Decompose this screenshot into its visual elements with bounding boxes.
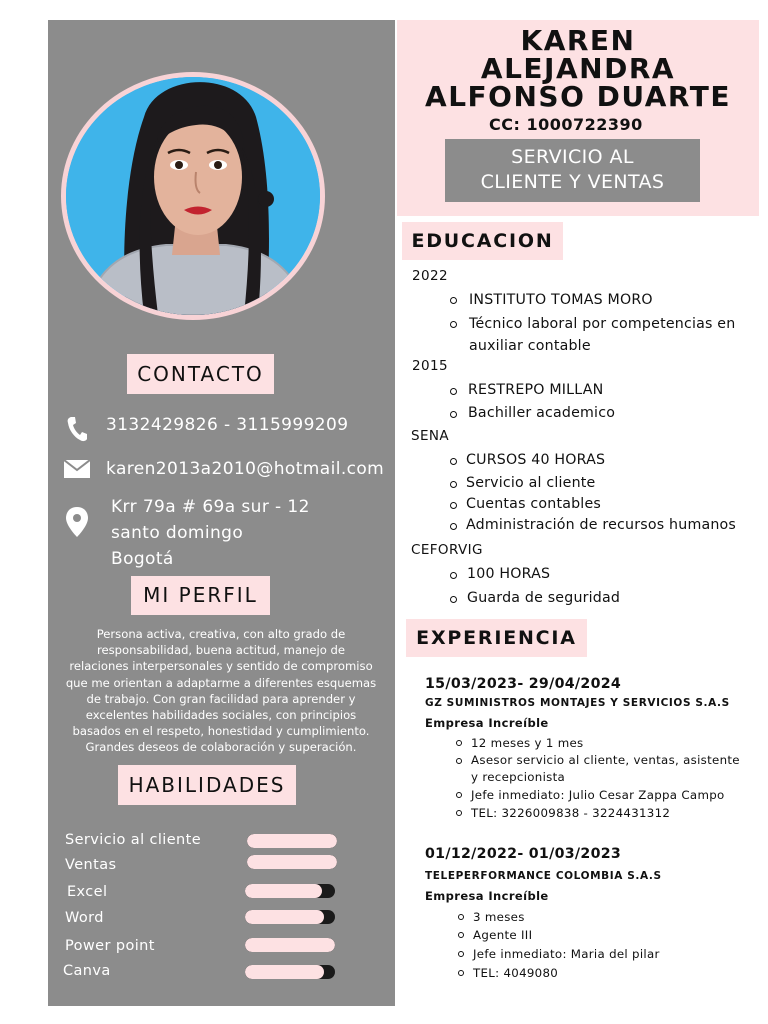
skill-name: Ventas <box>65 857 117 873</box>
skill-name: Excel <box>67 884 108 900</box>
profile-heading: MI PERFIL <box>131 576 270 615</box>
education-item: 100 HORAS <box>467 566 551 582</box>
education-heading: EDUCACION <box>402 222 563 260</box>
address-line: Bogotá <box>111 549 174 569</box>
bullet <box>450 388 457 395</box>
skill-bar <box>245 884 335 898</box>
profile-paragraph <box>52 626 390 756</box>
skill-bar <box>247 834 337 848</box>
education-item: CURSOS 40 HORAS <box>466 452 606 468</box>
skill-bar-fill <box>245 910 324 924</box>
job-title <box>445 139 700 202</box>
bullet <box>456 810 462 816</box>
education-item: Bachiller academico <box>468 405 616 421</box>
education-item: INSTITUTO TOMAS MORO <box>469 292 653 308</box>
skill-name: Servicio al cliente <box>65 832 202 848</box>
bullet <box>456 758 462 764</box>
job-detail: Jefe inmediato: Maria del pilar <box>473 947 660 961</box>
skill-bar <box>247 855 337 869</box>
education-group-head: CEFORVIG <box>411 542 483 558</box>
education-item: Administración de recursos humanos <box>466 517 737 533</box>
profile-line: Grandes deseos de colaboración y superación. <box>85 740 357 755</box>
job-detail: y recepcionista <box>471 770 566 784</box>
contact-heading: CONTACTO <box>127 354 274 394</box>
experience-heading: EXPERIENCIA <box>406 619 587 657</box>
full-name-middle: ALEJANDRA <box>480 52 676 85</box>
skill-bar <box>245 965 335 979</box>
bullet <box>458 970 464 976</box>
email-address: karen2013a2010@hotmail.com <box>106 459 385 479</box>
location-pin-icon <box>66 507 88 537</box>
education-group-head: 2015 <box>412 358 448 374</box>
skill-bar-fill <box>245 938 335 952</box>
education-item: Técnico laboral por competencias en <box>469 316 736 332</box>
education-item: Servicio al cliente <box>466 475 596 491</box>
job-detail: 12 meses y 1 mes <box>471 736 584 750</box>
skill-name: Word <box>65 910 104 926</box>
job-company: GZ SUMINISTROS MONTAJES Y SERVICIOS S.A.S <box>425 697 730 709</box>
job-detail: TEL: 4049080 <box>473 966 559 980</box>
bullet <box>450 523 457 530</box>
profile-line: relaciones interpersonales y sentido de compromiso <box>69 659 373 674</box>
education-item: Cuentas contables <box>466 496 601 512</box>
bullet <box>456 792 462 798</box>
job-title-line: CLIENTE Y VENTAS <box>480 171 665 193</box>
job-dates: 15/03/2023- 29/04/2024 <box>425 676 622 692</box>
job-detail: TEL: 3226009838 - 3224431312 <box>471 806 671 820</box>
skill-bar <box>245 910 335 924</box>
skill-name: Power point <box>65 938 155 954</box>
bullet <box>450 297 457 304</box>
skill-bar-fill <box>245 884 322 898</box>
bullet <box>450 596 457 603</box>
education-group-head: 2022 <box>412 268 448 284</box>
job-detail: Jefe inmediato: Julio Cesar Zappa Campo <box>471 788 725 802</box>
education-item: auxiliar contable <box>469 338 591 354</box>
bullet <box>458 914 464 920</box>
skill-bar-fill <box>247 834 337 848</box>
bullet <box>450 572 457 579</box>
job-subtitle: Empresa Increíble <box>425 889 549 903</box>
skills-heading: HABILIDADES <box>118 765 296 805</box>
address <box>111 494 310 572</box>
skill-bar-fill <box>245 965 324 979</box>
phone-icon <box>66 416 88 442</box>
education-group-head: SENA <box>411 428 450 444</box>
profile-line: responsabilidad, buena actitud, manejo de <box>96 643 346 658</box>
bullet <box>450 481 457 488</box>
bullet <box>450 321 457 328</box>
address-line: Krr 79a # 69a sur - 12 <box>111 497 310 517</box>
job-title-line: SERVICIO AL <box>511 146 634 168</box>
job-dates: 01/12/2022- 01/03/2023 <box>425 846 622 862</box>
education-item: RESTREPO MILLAN <box>468 382 604 398</box>
id-number: CC: 1000722390 <box>489 115 643 134</box>
skill-bar <box>245 938 335 952</box>
portrait-illustration <box>66 77 320 315</box>
profile-line: excelentes habilidades sociales, con principios <box>85 708 357 723</box>
job-detail: Asesor servicio al cliente, ventas, asistente <box>471 753 740 767</box>
profile-photo <box>66 77 320 315</box>
skill-bar-fill <box>247 855 337 869</box>
full-name-first: KAREN <box>520 24 636 57</box>
skill-name: Canva <box>63 963 111 979</box>
profile-line: que me orientan a adaptarme a diferentes esquemas <box>65 675 377 690</box>
bullet <box>458 932 464 938</box>
address-line: santo domingo <box>111 523 244 543</box>
education-item: Guarda de seguridad <box>467 590 621 606</box>
mail-icon <box>64 460 90 478</box>
job-detail: 3 meses <box>473 910 525 924</box>
phone-number: 3132429826 - 3115999209 <box>106 415 349 435</box>
profile-line: de trabajo. Con gran facilidad para aprender y <box>86 691 356 706</box>
job-detail: Agente III <box>473 928 533 942</box>
bullet <box>450 411 457 418</box>
profile-line: basados en el respeto, honestidad y cumplimiento. <box>72 724 370 739</box>
bullet <box>456 740 462 746</box>
bullet <box>450 502 457 509</box>
bullet <box>450 458 457 465</box>
bullet <box>458 951 464 957</box>
job-company: TELEPERFORMANCE COLOMBIA S.A.S <box>425 870 662 882</box>
full-name-last: ALFONSO DUARTE <box>425 80 731 113</box>
job-subtitle: Empresa Increíble <box>425 716 549 730</box>
profile-line: Persona activa, creativa, con alto grado de <box>96 627 346 641</box>
